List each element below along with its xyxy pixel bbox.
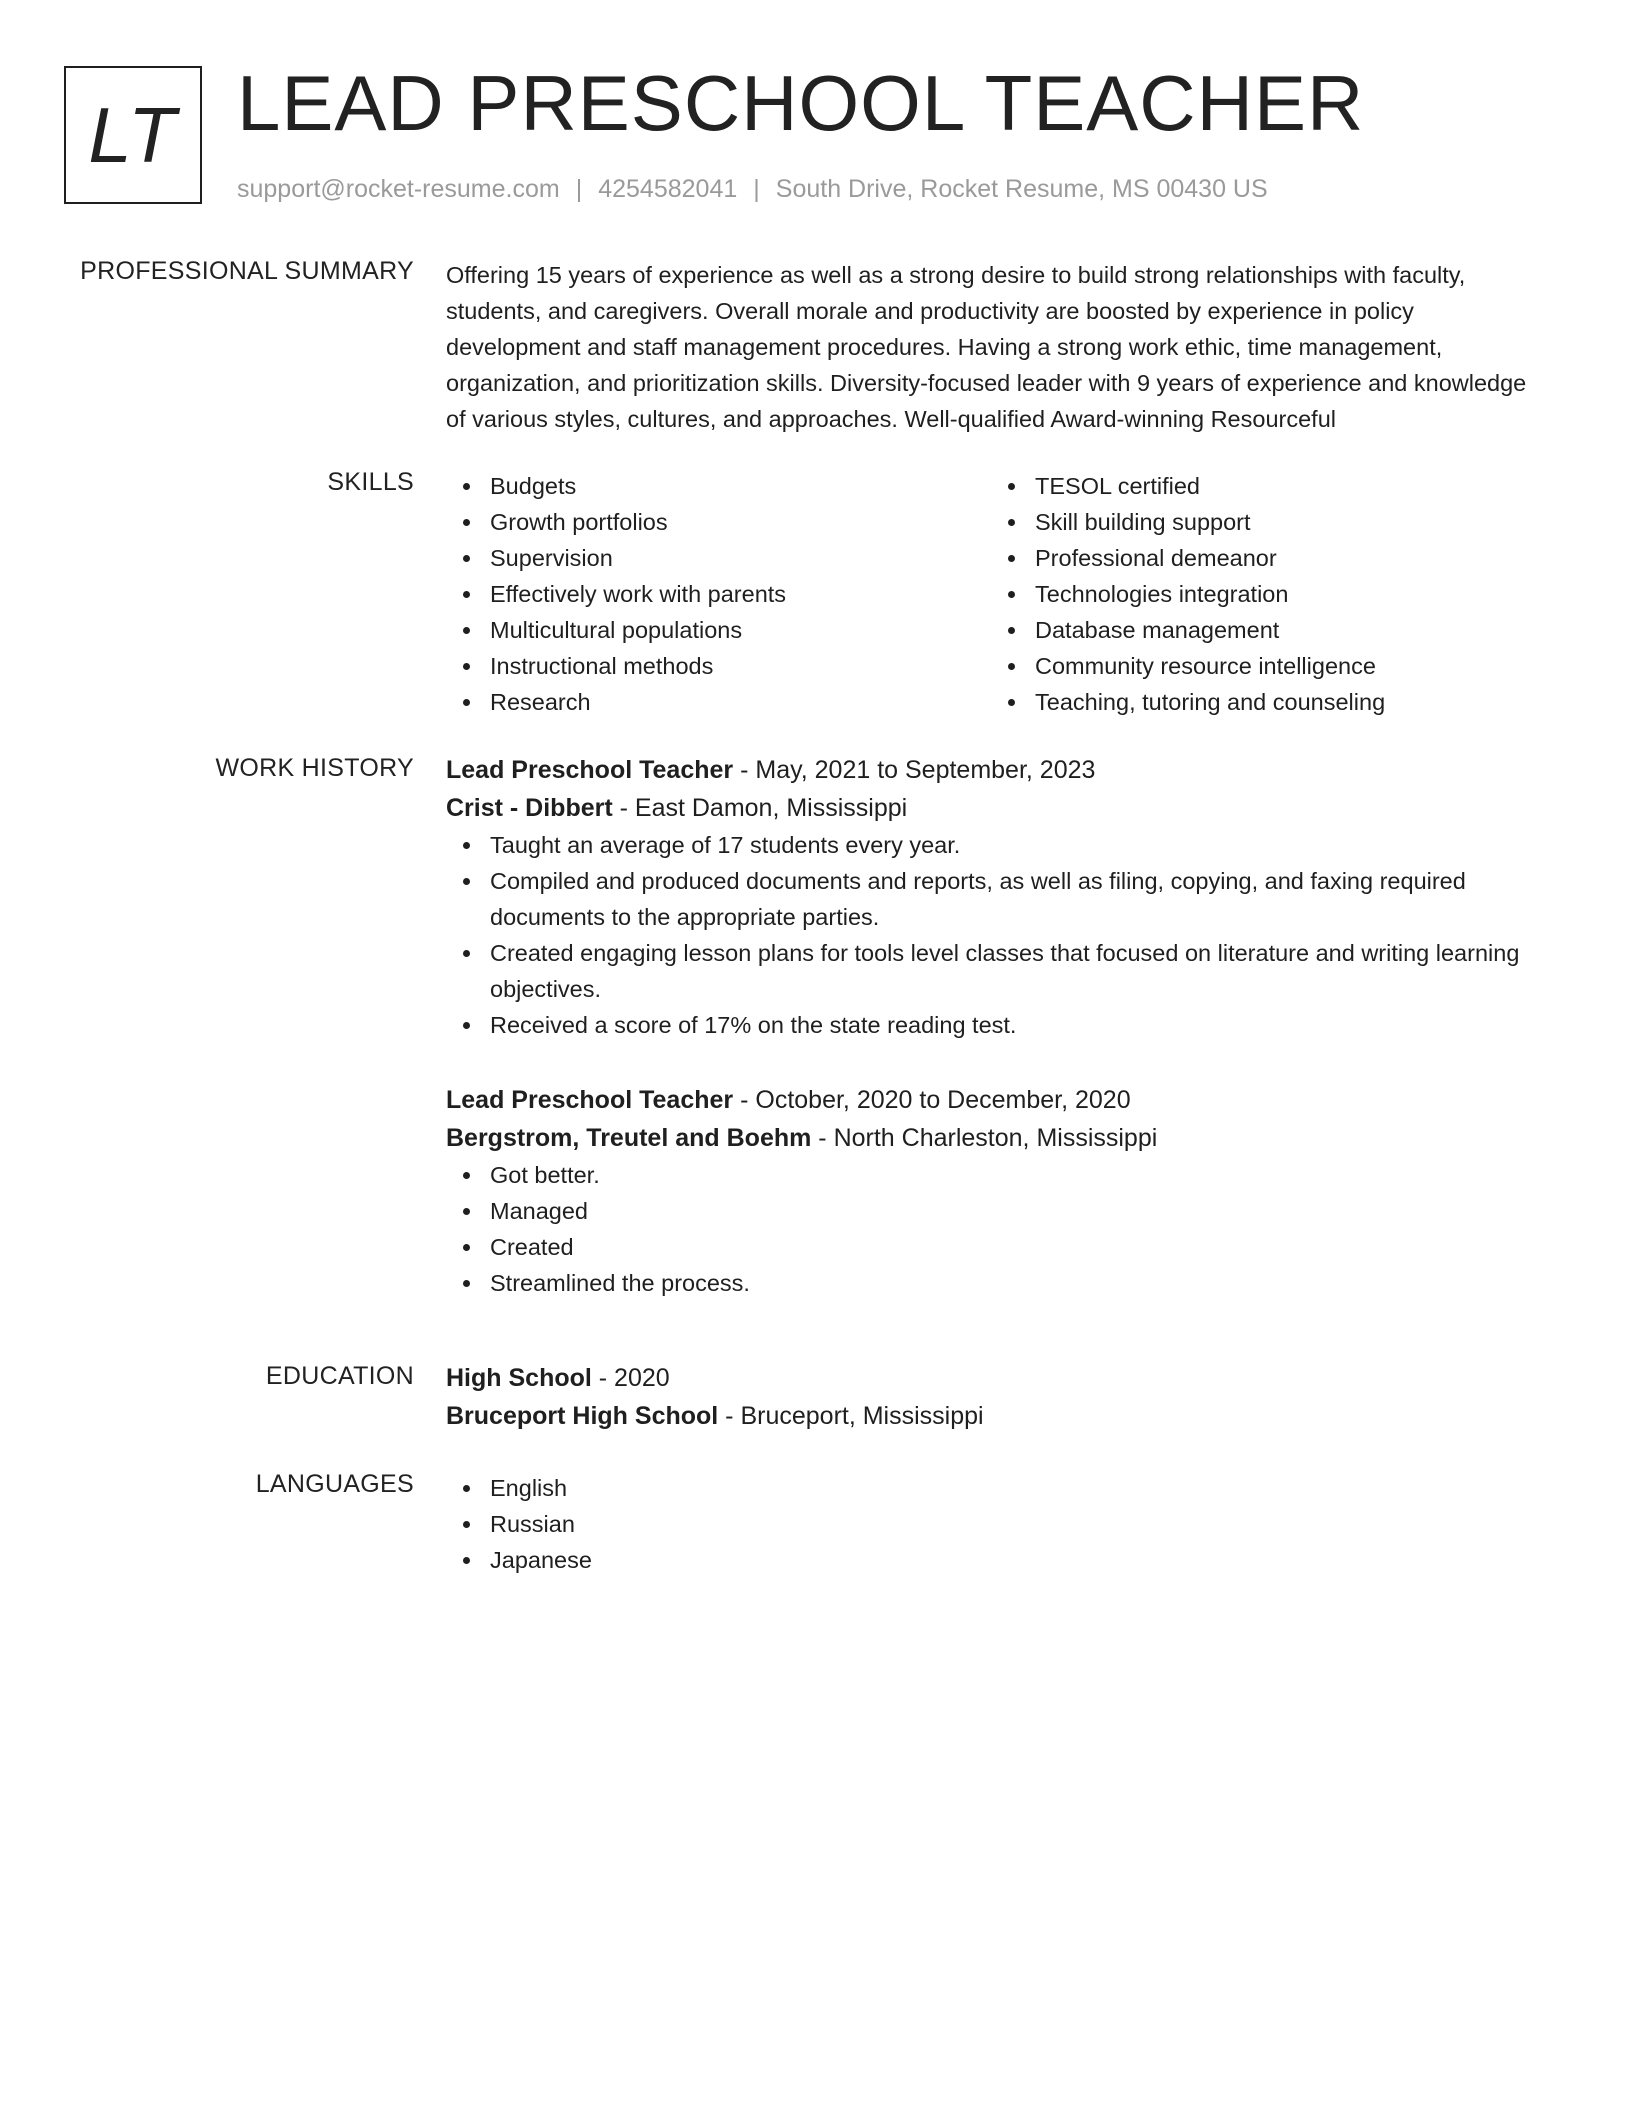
job-company: Bergstrom, Treutel and Boehm — [446, 1124, 812, 1152]
page-title: LEAD PRESCHOOL TEACHER — [237, 59, 1365, 147]
skills-list-left — [446, 468, 991, 720]
job-location: - East Damon, Mississippi — [612, 794, 908, 822]
language-item: Japanese — [490, 1542, 1536, 1578]
skill-item: Budgets — [490, 468, 991, 504]
job-duty-item: Managed — [490, 1193, 1536, 1229]
job-dates: - May, 2021 to September, 2023 — [733, 756, 1096, 784]
job-title: Lead Preschool Teacher — [446, 756, 734, 784]
job-company: Crist - Dibbert — [446, 794, 613, 822]
education-school: Bruceport High School — [446, 1402, 719, 1430]
work-history-heading: WORK HISTORY — [215, 754, 414, 782]
resume-header — [64, 59, 1564, 208]
contact-phone: 4254582041 — [598, 175, 738, 203]
contact-line — [237, 175, 1268, 204]
languages-body — [446, 1470, 1536, 1578]
job-duty-item: Got better. — [490, 1157, 1536, 1193]
skill-item: Teaching, tutoring and counseling — [1035, 684, 1536, 720]
job-duty-item: Streamlined the process. — [490, 1265, 1536, 1301]
skills-grid — [446, 468, 1536, 720]
skill-item: Community resource intelligence — [1035, 648, 1536, 684]
job-company-line — [446, 1119, 1536, 1157]
education-year: - 2020 — [591, 1364, 670, 1392]
skill-item: Growth portfolios — [490, 504, 991, 540]
skill-item: Instructional methods — [490, 648, 991, 684]
education-body — [446, 1359, 1536, 1435]
skill-item: Effectively work with parents — [490, 576, 991, 612]
skill-item: Supervision — [490, 540, 991, 576]
education-location: - Bruceport, Mississippi — [718, 1402, 984, 1430]
skills-heading: SKILLS — [327, 468, 414, 496]
education-school-line — [446, 1397, 1536, 1435]
job-location: - North Charleston, Mississippi — [811, 1124, 1158, 1152]
skill-item: Technologies integration — [1035, 576, 1536, 612]
job-dates: - October, 2020 to December, 2020 — [733, 1086, 1131, 1114]
job-duty-item: Created engaging lesson plans for tools level classes that focused on literature and writing learning objectives. — [490, 935, 1536, 1007]
contact-email: support@rocket-resume.com — [237, 175, 560, 203]
skill-item: TESOL certified — [1035, 468, 1536, 504]
education-heading: EDUCATION — [265, 1362, 414, 1390]
job-title: Lead Preschool Teacher — [446, 1086, 734, 1114]
skills-list-right — [991, 468, 1536, 720]
education-degree: High School — [446, 1364, 592, 1392]
contact-separator: | — [575, 175, 583, 203]
skill-item: Database management — [1035, 612, 1536, 648]
job-duty-item: Created — [490, 1229, 1536, 1265]
job-title-line — [446, 1081, 1536, 1119]
summary-heading: PROFESSIONAL SUMMARY — [80, 257, 414, 285]
skill-item: Research — [490, 684, 991, 720]
skill-item: Skill building support — [1035, 504, 1536, 540]
contact-address: South Drive, Rocket Resume, MS 00430 US — [775, 175, 1268, 203]
monogram-logo: LT — [64, 66, 202, 204]
job-duty-item: Received a score of 17% on the state reading test. — [490, 1007, 1536, 1043]
summary-text: Offering 15 years of experience as well as a strong desire to build strong relationships with faculty, students, and caregivers. Overall morale and productivity are boosted by experience in policy development and staff management procedures. Having a strong work ethic, time management, organization, and prioritization skills. Diversity-focused leader with 9 years of experience and knowledge of various styles, cultures, and approaches. Well-qualified Award-winning Resourceful — [446, 262, 1527, 432]
education-degree-line — [446, 1359, 1536, 1397]
job-title-line — [446, 751, 1536, 789]
contact-separator: | — [753, 175, 760, 203]
job-entry — [446, 1081, 1536, 1301]
job-entry — [446, 751, 1536, 1043]
skill-item: Multicultural populations — [490, 612, 991, 648]
language-item: Russian — [490, 1506, 1536, 1542]
job-duty-item: Taught an average of 17 students every year. — [490, 827, 1536, 863]
job-company-line — [446, 789, 1536, 827]
job-duties — [446, 827, 1536, 1043]
work-history-body — [446, 751, 1536, 1301]
summary-body — [446, 257, 1536, 437]
language-item: English — [490, 1470, 1536, 1506]
skill-item: Professional demeanor — [1035, 540, 1536, 576]
job-duties — [446, 1157, 1536, 1301]
languages-list — [446, 1470, 1536, 1578]
skills-body — [446, 468, 1536, 720]
job-duty-item: Compiled and produced documents and reports, as well as filing, copying, and faxing required documents to the appropriate parties. — [490, 863, 1536, 935]
languages-heading: LANGUAGES — [255, 1470, 414, 1498]
